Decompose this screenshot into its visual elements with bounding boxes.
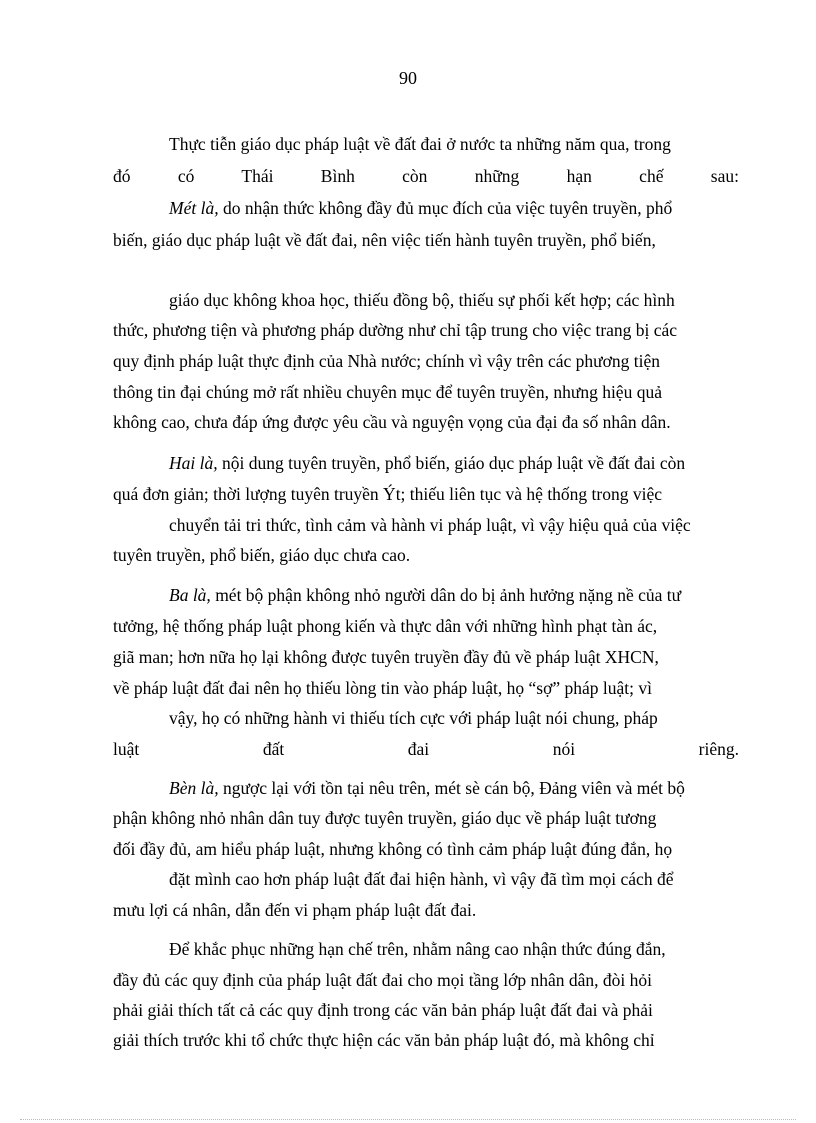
line-text: vậy, họ có những hành vi thiếu tích cực với pháp luật nói chung, pháp	[169, 708, 658, 728]
line-text: mưu lợi cá nhân, dẫn đến vi phạm pháp luật đất đai.	[113, 900, 477, 920]
line-text: mét bộ phận không nhỏ người dân do bị ảnh hưởng nặng nề của tư	[210, 585, 682, 605]
item-lead: Hai là,	[169, 453, 218, 473]
text-line	[169, 937, 739, 961]
text-line	[113, 380, 739, 404]
text-line	[113, 837, 739, 861]
line-text: tuyên truyền, phổ biến, giáo dục chưa cao.	[113, 545, 411, 565]
text-line	[113, 164, 739, 188]
text-line	[169, 451, 739, 475]
text-line	[113, 806, 739, 830]
text-line	[113, 898, 739, 922]
line-text: Để khắc phục những hạn chế trên, nhằm nâng cao nhận thức đúng đắn,	[169, 939, 666, 959]
text-line	[113, 645, 739, 669]
text-line	[113, 410, 739, 434]
item-lead: Mét là,	[169, 198, 219, 218]
text-line	[169, 706, 739, 730]
line-text: giải thích trước khi tổ chức thực hiện các văn bản pháp luật đó, mà không chỉ	[113, 1030, 655, 1050]
text-line	[113, 998, 739, 1022]
line-text: ngược lại với tồn tại nêu trên, mét sè cán bộ, Đảng viên và mét bộ	[218, 778, 685, 798]
text-line	[113, 614, 739, 638]
text-line	[113, 482, 739, 506]
line-text: chuyển tải tri thức, tình cảm và hành vi pháp luật, vì vậy hiệu quả của việc	[169, 515, 691, 535]
text-line	[113, 318, 739, 342]
line-text: về pháp luật đất đai nên họ thiếu lòng tin vào pháp luật, họ “sợ” pháp luật; vì	[113, 678, 652, 698]
line-text: đó có Thái Bình còn những hạn chế sau:	[113, 166, 739, 186]
line-text: nội dung tuyên truyền, phổ biến, giáo dục pháp luật về đất đai còn	[217, 453, 686, 473]
line-text: do nhận thức không đầy đủ mục đích của việc tuyên truyền, phổ	[218, 198, 673, 218]
page-number: 90	[399, 68, 417, 88]
item-lead: Bèn là,	[169, 778, 219, 798]
line-text: đặt mình cao hơn pháp luật đất đai hiện hành, vì vậy đã tìm mọi cách để	[169, 869, 674, 889]
text-line	[169, 776, 739, 800]
line-text: luật đất đai nói riêng.	[113, 739, 739, 759]
text-line	[113, 676, 739, 700]
text-line	[113, 228, 739, 252]
line-text: quá đơn giản; thời lượng tuyên truyền Ýt; thiếu liên tục và hệ thống trong việc	[113, 484, 663, 504]
line-text: đầy đủ các quy định của pháp luật đất đai cho mọi tầng lớp nhân dân, đòi hỏi	[113, 970, 652, 990]
text-line	[113, 349, 739, 373]
text-line	[113, 1028, 739, 1052]
line-text: thông tin đại chúng mở rất nhiều chuyên mục để tuyên truyền, nhưng hiệu quả	[113, 382, 662, 402]
text-line	[169, 132, 739, 156]
text-line	[113, 737, 739, 761]
text-line	[113, 543, 739, 567]
text-line	[169, 583, 739, 607]
line-text: không cao, chưa đáp ứng được yêu cầu và nguyện vọng của đại đa số nhân dân.	[113, 412, 671, 432]
line-text: phận không nhỏ nhân dân tuy được tuyên truyền, giáo dục về pháp luật tương	[113, 808, 657, 828]
line-text: giáo dục không khoa học, thiếu đồng bộ, thiếu sự phối kết hợp; các hình	[169, 290, 675, 310]
line-text: giã man; hơn nữa họ lại không được tuyên truyền đầy đủ về pháp luật XHCN,	[113, 647, 659, 667]
line-text: tưởng, hệ thống pháp luật phong kiến và thực dân với những hình phạt tàn ác,	[113, 616, 658, 636]
text-line	[113, 968, 739, 992]
line-text: thức, phương tiện và phương pháp dường như chỉ tập trung cho việc trang bị các	[113, 320, 678, 340]
text-line	[169, 288, 739, 312]
line-text: biến, giáo dục pháp luật về đất đai, nên việc tiến hành tuyên truyền, phổ biến,	[113, 230, 656, 250]
line-text: đối đầy đủ, am hiểu pháp luật, nhưng không có tình cảm pháp luật đúng đắn, họ	[113, 839, 673, 859]
text-line	[169, 867, 739, 891]
text-line	[169, 196, 739, 220]
item-lead: Ba là,	[169, 585, 211, 605]
line-text: quy định pháp luật thực định của Nhà nước; chính vì vậy trên các phương tiện	[113, 351, 661, 371]
line-text: Thực tiễn giáo dục pháp luật về đất đai ở nước ta những năm qua, trong	[169, 134, 671, 154]
page-bottom-rule	[20, 1119, 796, 1120]
line-text: phải giải thích tất cả các quy định trong các văn bản pháp luật đất đai và phải	[113, 1000, 653, 1020]
text-line	[169, 513, 739, 537]
